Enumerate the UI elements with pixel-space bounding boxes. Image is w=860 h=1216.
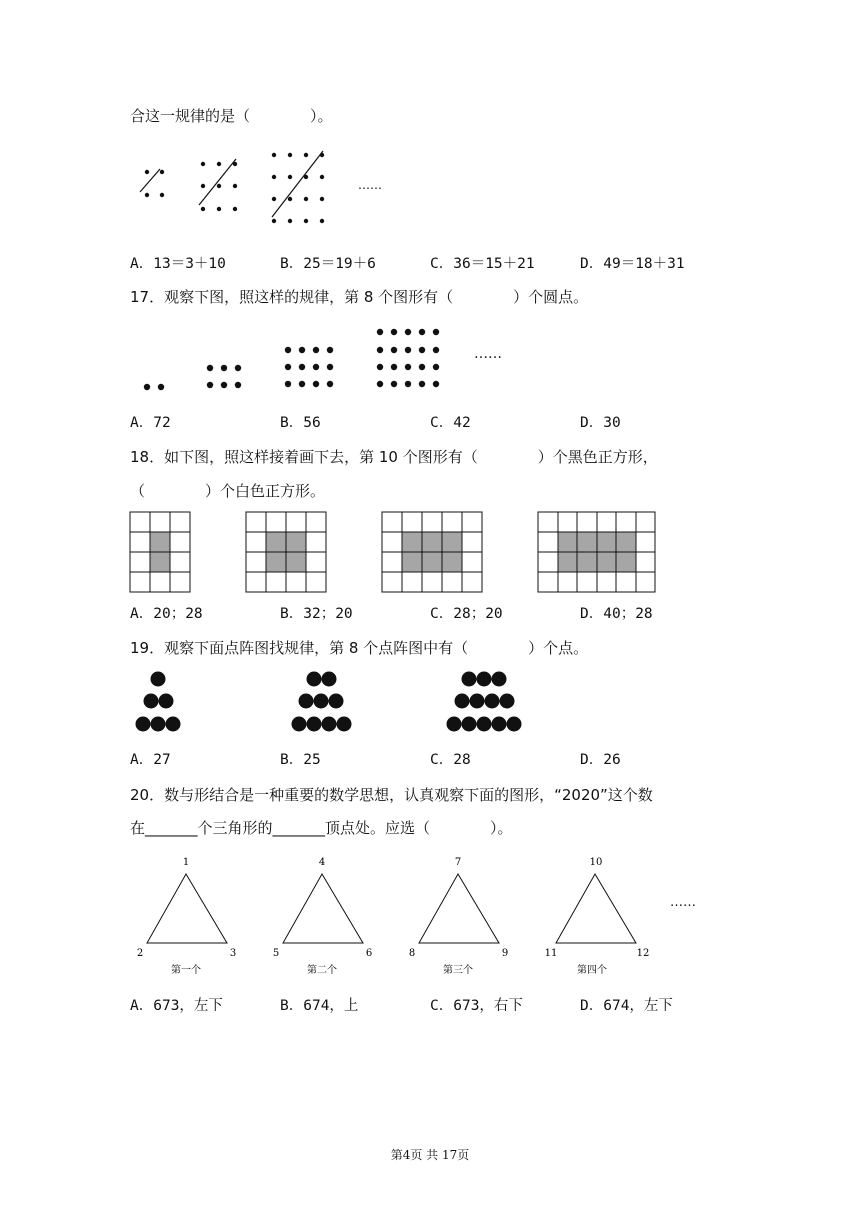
q16-option-a: A．13＝3＋10 [130,256,226,272]
q18-option-a: A．20；28 [130,606,203,622]
q19-option-b: B．25 [280,752,321,768]
page-footer: 第4页 共 17页 [390,1148,470,1162]
q16-dot-figures [0,145,860,225]
q19-text: 19．观察下面点阵图找规律，第 8 个点阵图中有（ ）个点。 [130,639,589,657]
q20-ellipsis: …… [670,895,696,910]
q18-figure-2 [246,512,326,592]
q20-tri4-right: 12 [636,948,650,959]
q16-ellipsis: …… [358,178,382,192]
q17-figure-3 [285,347,333,387]
q20-tri2-top: 4 [318,857,326,868]
q20-triangle-4 [545,857,650,976]
q20-option-d: D．674，左下 [580,998,673,1014]
q20-triangle-3 [409,857,508,976]
q19-figure-2 [292,672,352,732]
q16-text-tail: 合这一规律的是（ ）。 [130,107,333,125]
q19-option-d: D．26 [580,752,621,768]
q20-tri2-caption: 第二个 [307,965,337,976]
q17-option-a: A．72 [130,415,171,431]
q19-option-a: A．27 [130,752,171,768]
q20-tri1-right: 3 [229,948,237,959]
q20-text-line2: 在_______个三角形的_______顶点处。应选（ ）。 [130,819,513,837]
q20-tri1-caption: 第一个 [171,965,201,976]
q17-text: 17．观察下图，照这样的规律，第 8 个图形有（ ）个圆点。 [130,288,589,306]
q18-text-line1: 18．如下图，照这样接着画下去，第 10 个图形有（ ）个黑色正方形， [130,448,658,466]
q20-tri3-left: 8 [408,948,416,959]
q20-option-c: C．673，右下 [430,998,523,1014]
q18-figure-3 [382,512,482,592]
q20-tri1-top: 1 [182,857,190,868]
q20-triangle-1 [137,857,236,976]
q20-text-line1: 20．数与形结合是一种重要的数学思想，认真观察下面的图形，“2020”这个数 [130,786,653,804]
q16-option-c: C．36＝15＋21 [430,256,535,272]
q16-option-d: D．49＝18＋31 [580,256,685,272]
q16-figure-2 [199,159,237,211]
q20-tri1-left: 2 [136,948,144,959]
q19-dot-triangles [0,668,860,738]
q18-text-line2: （ ）个白色正方形。 [130,482,326,500]
q16-option-b: B．25＝19＋6 [280,256,376,272]
q17-option-b: B．56 [280,415,321,431]
q18-option-b: B．32；20 [280,606,353,622]
q17-ellipsis: …… [474,346,502,362]
q20-tri3-right: 9 [501,948,509,959]
q18-figure-1 [130,512,190,592]
q20-tri4-top: 10 [589,857,603,868]
q18-grid-figures [0,510,860,594]
q20-tri2-right: 6 [365,948,373,959]
q17-figure-4 [377,329,439,387]
q19-option-c: C．28 [430,752,471,768]
q20-tri4-caption: 第四个 [577,965,607,976]
q20-option-b: B．674，上 [280,998,359,1014]
q17-figure-2 [207,365,241,388]
q17-option-c: C．42 [430,415,471,431]
q17-option-d: D．30 [580,415,621,431]
q18-option-d: D．40；28 [580,606,653,622]
q20-tri3-caption: 第三个 [443,965,473,976]
q16-figure-1 [140,169,164,197]
q20-number-triangles [0,850,860,980]
q20-triangle-2 [273,857,372,976]
q20-option-a: A．673，左下 [130,998,223,1014]
q18-option-c: C．28；20 [430,606,503,622]
q19-figure-1 [136,672,181,732]
q20-tri3-top: 7 [454,857,462,868]
q20-tri4-left: 11 [544,948,558,959]
q17-figure-1 [144,384,164,390]
q17-dot-figures [0,322,860,402]
q19-figure-3 [447,672,522,732]
q16-figure-3 [272,151,324,223]
q20-tri2-left: 5 [272,948,280,959]
q18-figure-4 [538,512,655,592]
